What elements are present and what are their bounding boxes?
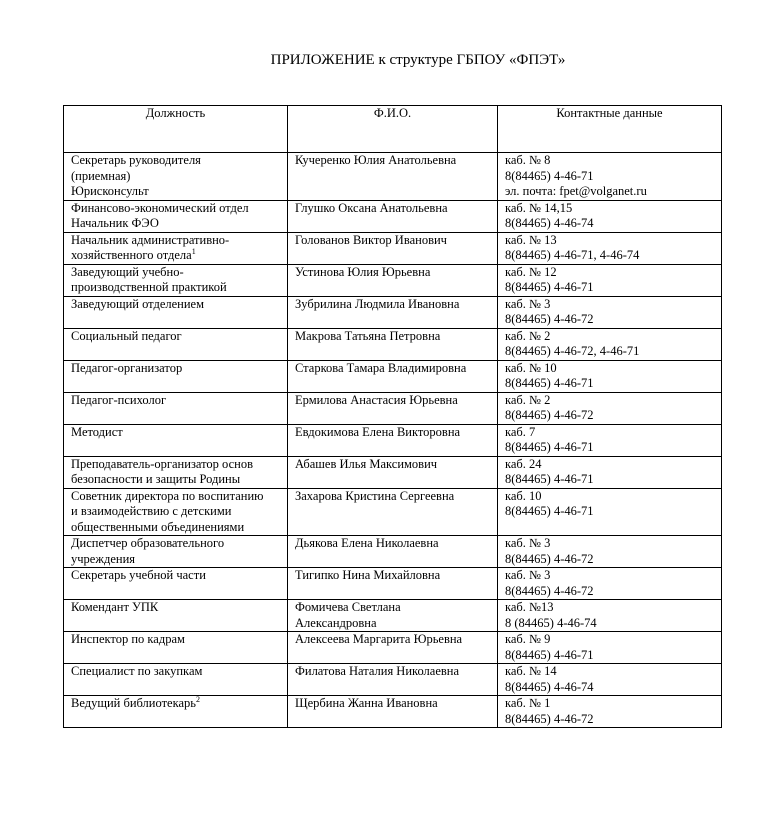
position-text: учреждения <box>71 551 136 566</box>
cell-contacts <box>498 632 722 664</box>
table-row <box>64 488 722 536</box>
position-line <box>71 184 287 200</box>
footnote-mark: 2 <box>195 695 200 704</box>
table-body <box>64 153 722 728</box>
cell-contacts <box>498 600 722 632</box>
column-header-name: Ф.И.О. <box>288 106 498 153</box>
position-text: Заведующий учебно- <box>71 264 184 279</box>
cell-contacts <box>498 360 722 392</box>
staff-contacts-table <box>63 105 722 728</box>
room-number: каб. 7 <box>505 424 536 439</box>
table-row <box>64 264 722 296</box>
email-address: эл. почта: fpet@volganet.ru <box>505 184 647 198</box>
cell-full-name <box>288 328 498 360</box>
cell-contacts <box>498 328 722 360</box>
table-row <box>64 360 722 392</box>
table-row <box>64 200 722 232</box>
position-line <box>71 696 287 712</box>
cell-position <box>64 424 288 456</box>
phone-number: 8(84465) 4-46-71 <box>505 440 594 454</box>
room-number: каб. № 14,15 <box>505 200 573 215</box>
position-text: Секретарь учебной части <box>71 568 206 582</box>
position-line <box>71 248 287 264</box>
table-row <box>64 232 722 264</box>
cell-contacts <box>498 568 722 600</box>
name-line: Дьякова Елена Николаевна <box>295 536 439 550</box>
position-text: Педагог-организатор <box>71 360 183 375</box>
phone-number: 8(84465) 4-46-71 <box>505 280 594 294</box>
position-text: Комендант УПК <box>71 600 159 614</box>
position-line <box>71 504 287 520</box>
cell-full-name <box>288 153 498 201</box>
position-line <box>71 361 287 377</box>
name-line: Алексеева Маргарита Юрьевна <box>295 632 463 646</box>
room-number: каб. 24 <box>505 456 542 471</box>
position-line <box>71 552 287 568</box>
cell-position <box>64 536 288 568</box>
position-text: Методист <box>71 424 123 439</box>
cell-contacts <box>498 424 722 456</box>
cell-contacts <box>498 392 722 424</box>
position-text: Преподаватель-организатор основ <box>71 456 253 471</box>
name-line: Старкова Тамара Владимировна <box>295 360 467 375</box>
cell-full-name <box>288 488 498 536</box>
name-line: Щербина Жанна Ивановна <box>295 696 438 710</box>
position-line <box>71 568 287 584</box>
room-number: каб. № 3 <box>505 296 551 311</box>
room-number: каб. 10 <box>505 488 542 503</box>
name-line: Александровна <box>295 615 377 630</box>
cell-full-name <box>288 232 498 264</box>
phone-number: 8(84465) 4-46-72 <box>505 312 594 326</box>
name-line: Абашев Илья Максимович <box>295 456 438 471</box>
position-line <box>71 153 287 169</box>
position-line <box>71 632 287 648</box>
cell-position <box>64 392 288 424</box>
room-number: каб. № 13 <box>505 232 557 247</box>
table-row <box>64 392 722 424</box>
position-line <box>71 297 287 313</box>
cell-contacts <box>498 488 722 536</box>
cell-full-name <box>288 392 498 424</box>
position-text: Социальный педагог <box>71 328 182 343</box>
cell-full-name <box>288 360 498 392</box>
position-text: Педагог-психолог <box>71 392 167 407</box>
phone-number: 8(84465) 4-46-72 <box>505 551 594 566</box>
cell-full-name <box>288 536 498 568</box>
table-row <box>64 296 722 328</box>
cell-contacts <box>498 296 722 328</box>
position-line <box>71 520 287 536</box>
position-text: Финансово-экономический отдел <box>71 200 249 215</box>
phone-number: 8(84465) 4-46-72 <box>505 583 594 598</box>
cell-position <box>64 632 288 664</box>
room-number: каб. № 10 <box>505 360 557 375</box>
name-line: Макрова Татьяна Петровна <box>295 328 441 343</box>
name-line: Устинова Юлия Юрьевна <box>295 264 431 279</box>
position-line <box>71 600 287 616</box>
position-line <box>71 425 287 441</box>
cell-position <box>64 328 288 360</box>
cell-position <box>64 696 288 728</box>
phone-number: 8(84465) 4-46-71 <box>505 168 594 183</box>
position-line <box>71 201 287 217</box>
cell-full-name <box>288 264 498 296</box>
position-line <box>71 233 287 249</box>
position-line <box>71 489 287 505</box>
room-number: каб. № 9 <box>505 632 551 646</box>
phone-number: 8 (84465) 4-46-74 <box>505 615 597 630</box>
position-line <box>71 280 287 296</box>
cell-position <box>64 200 288 232</box>
cell-full-name <box>288 632 498 664</box>
position-text: (приемная) <box>71 168 131 183</box>
cell-position <box>64 600 288 632</box>
position-text: производственной практикой <box>71 280 227 294</box>
name-line: Фомичева Светлана <box>295 600 401 614</box>
room-number: каб. № 3 <box>505 568 551 582</box>
table-row <box>64 664 722 696</box>
name-line: Глушко Оксана Анатольевна <box>295 200 448 215</box>
column-header-position: Должность <box>64 106 288 153</box>
table-row <box>64 696 722 728</box>
cell-contacts <box>498 456 722 488</box>
cell-position <box>64 232 288 264</box>
position-text: Юрисконсульт <box>71 184 149 198</box>
name-line: Зубрилина Людмила Ивановна <box>295 296 460 311</box>
column-header-contacts: Контактные данные <box>498 106 722 153</box>
position-text: и взаимодействию с детскими <box>71 504 232 518</box>
table-row <box>64 536 722 568</box>
table-row <box>64 424 722 456</box>
name-line: Голованов Виктор Иванович <box>295 232 447 247</box>
name-line: Филатова Наталия Николаевна <box>295 664 460 678</box>
cell-contacts <box>498 264 722 296</box>
position-line <box>71 265 287 281</box>
position-text: Заведующий отделением <box>71 296 205 311</box>
position-line <box>71 169 287 185</box>
cell-position <box>64 456 288 488</box>
cell-contacts <box>498 232 722 264</box>
position-text: общественными объединениями <box>71 519 245 534</box>
cell-full-name <box>288 200 498 232</box>
position-line <box>71 664 287 680</box>
position-text: хозяйственного отдела <box>71 248 192 262</box>
table-header-row <box>64 106 722 153</box>
cell-position <box>64 664 288 696</box>
table-row <box>64 328 722 360</box>
cell-position <box>64 296 288 328</box>
phone-number: 8(84465) 4-46-74 <box>505 679 594 694</box>
position-text: Начальник ФЭО <box>71 216 159 230</box>
phone-number: 8(84465) 4-46-71 <box>505 376 594 390</box>
table-row <box>64 153 722 201</box>
position-text: безопасности и защиты Родины <box>71 472 241 486</box>
phone-number: 8(84465) 4-46-71 <box>505 472 594 486</box>
cell-full-name <box>288 696 498 728</box>
name-line: Захарова Кристина Сергеевна <box>295 488 455 503</box>
position-text: Начальник административно- <box>71 232 230 247</box>
page-title: ПРИЛОЖЕНИЕ к структуре ГБПОУ «ФПЭТ» <box>270 52 566 68</box>
position-line <box>71 472 287 488</box>
position-line <box>71 329 287 345</box>
name-line: Евдокимова Елена Викторовна <box>295 424 461 439</box>
phone-number: 8(84465) 4-46-72 <box>505 711 594 726</box>
cell-position <box>64 360 288 392</box>
name-line: Кучеренко Юлия Анатольевна <box>295 153 457 167</box>
table-row <box>64 568 722 600</box>
position-line <box>71 457 287 473</box>
phone-number: 8(84465) 4-46-71 <box>505 647 594 662</box>
cell-full-name <box>288 664 498 696</box>
cell-position <box>64 153 288 201</box>
cell-contacts <box>498 536 722 568</box>
cell-contacts <box>498 664 722 696</box>
name-line: Тигипко Нина Михайловна <box>295 568 441 582</box>
footnote-mark: 1 <box>191 247 196 256</box>
position-line <box>71 536 287 552</box>
room-number: каб. № 1 <box>505 696 551 710</box>
cell-full-name <box>288 456 498 488</box>
name-line: Ермилова Анастасия Юрьевна <box>295 392 458 407</box>
position-line <box>71 393 287 409</box>
cell-contacts <box>498 200 722 232</box>
room-number: каб. №13 <box>505 600 554 614</box>
position-text: Советник директора по воспитанию <box>71 488 264 503</box>
position-text: Специалист по закупкам <box>71 664 203 678</box>
cell-full-name <box>288 296 498 328</box>
phone-number: 8(84465) 4-46-71, 4-46-74 <box>505 248 640 262</box>
table-row <box>64 456 722 488</box>
position-line <box>71 216 287 232</box>
phone-number: 8(84465) 4-46-72, 4-46-71 <box>505 344 640 358</box>
cell-full-name <box>288 424 498 456</box>
position-text: Инспектор по кадрам <box>71 632 185 646</box>
room-number: каб. № 2 <box>505 328 551 343</box>
room-number: каб. № 14 <box>505 664 557 678</box>
room-number: каб. № 2 <box>505 392 551 407</box>
table-row <box>64 632 722 664</box>
position-text: Ведущий библиотекарь <box>71 696 196 710</box>
cell-position <box>64 264 288 296</box>
phone-number: 8(84465) 4-46-71 <box>505 504 594 518</box>
cell-contacts <box>498 153 722 201</box>
phone-number: 8(84465) 4-46-74 <box>505 216 594 230</box>
room-number: каб. № 3 <box>505 536 551 550</box>
cell-full-name <box>288 600 498 632</box>
cell-contacts <box>498 696 722 728</box>
cell-position <box>64 568 288 600</box>
cell-full-name <box>288 568 498 600</box>
position-text: Секретарь руководителя <box>71 153 201 167</box>
room-number: каб. № 12 <box>505 264 557 279</box>
room-number: каб. № 8 <box>505 153 551 167</box>
phone-number: 8(84465) 4-46-72 <box>505 408 594 422</box>
cell-position <box>64 488 288 536</box>
table-row <box>64 600 722 632</box>
position-text: Диспетчер образовательного <box>71 536 225 550</box>
